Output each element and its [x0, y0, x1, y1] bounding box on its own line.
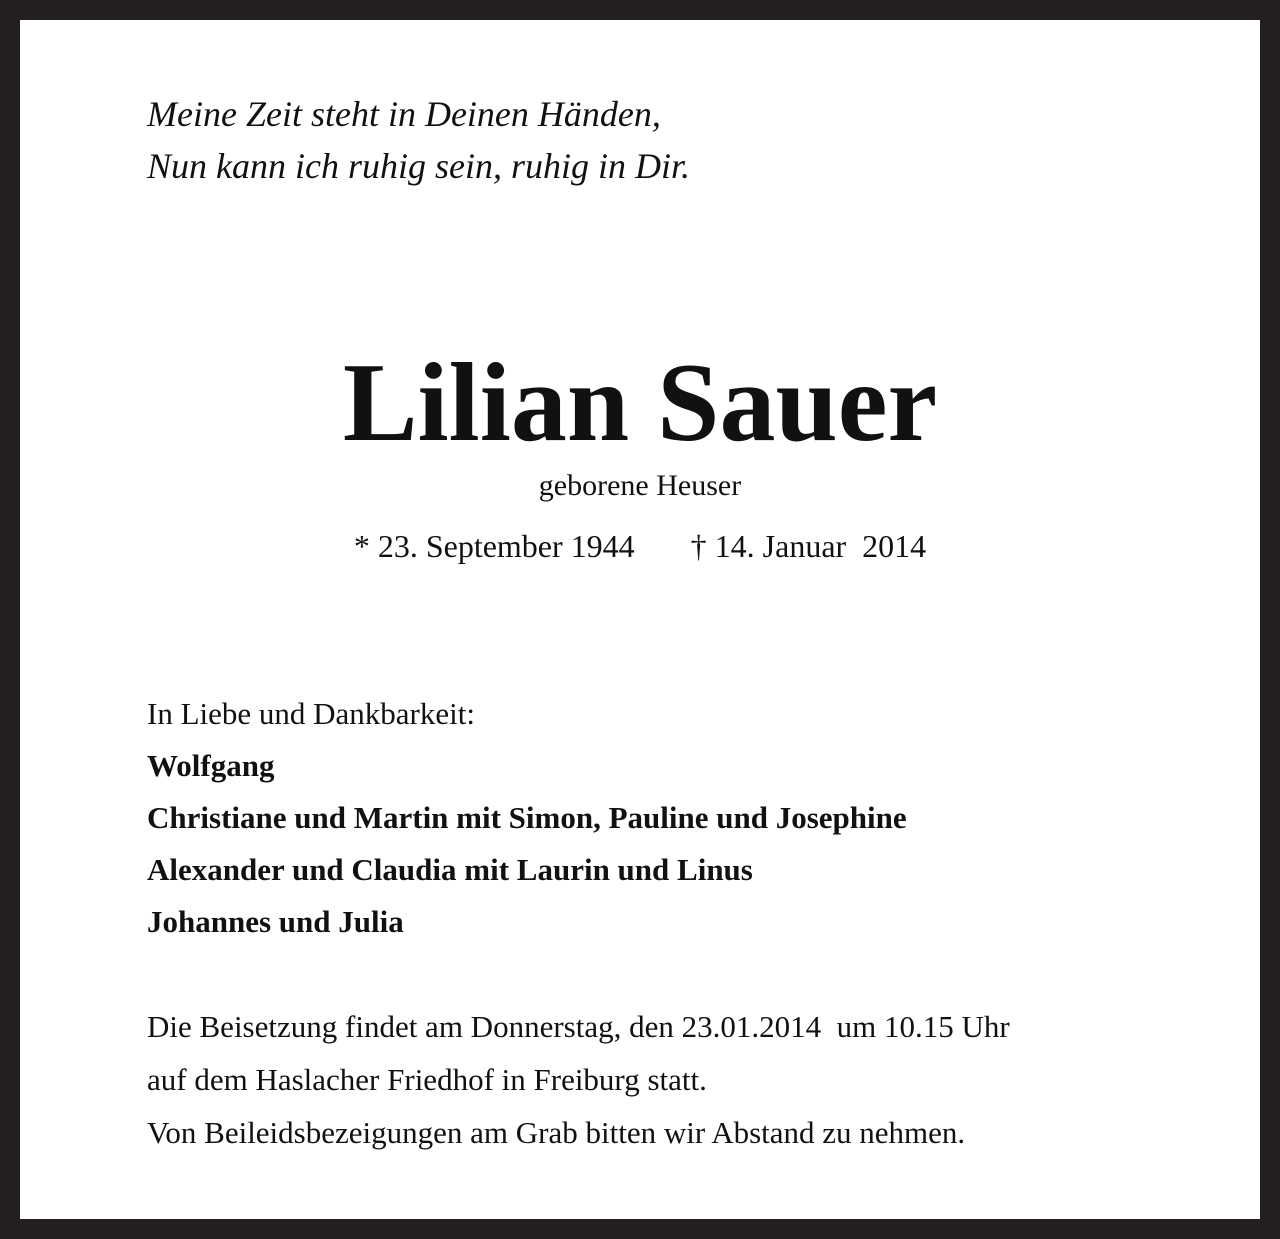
mourner-line: Christiane und Martin mit Simon, Pauline und Josephine — [147, 800, 907, 835]
quote-line-2: Nun kann ich ruhig sein, ruhig in Dir. — [147, 146, 691, 186]
death-date: † 14. Januar 2014 — [690, 528, 927, 564]
mourners-intro: In Liebe und Dankbarkeit: — [147, 696, 475, 731]
maiden-name: geborene Heuser — [538, 469, 742, 502]
mourner-line: Wolfgang — [147, 748, 275, 783]
quote-line-1: Meine Zeit steht in Deinen Händen, — [147, 94, 661, 134]
bible-quote — [147, 88, 690, 192]
obituary-notice — [20, 20, 1260, 1219]
mourner-line: Alexander und Claudia mit Laurin und Linus — [147, 852, 753, 887]
deceased-name: Lilian Sauer — [342, 341, 938, 465]
mourner-line: Johannes und Julia — [147, 904, 404, 939]
mourners-block — [147, 688, 907, 948]
funeral-line-3: Von Beileidsbezeigungen am Grab bitten wir Abstand zu nehmen. — [147, 1115, 966, 1150]
life-dates — [20, 526, 1260, 566]
funeral-info — [147, 1000, 1010, 1159]
birth-date: * 23. September 1944 — [353, 528, 635, 564]
funeral-line-2: auf dem Haslacher Friedhof in Freiburg statt. — [147, 1062, 707, 1097]
funeral-line-1: Die Beisetzung findet am Donnerstag, den 23.01.2014 um 10.15 Uhr — [147, 1009, 1010, 1044]
